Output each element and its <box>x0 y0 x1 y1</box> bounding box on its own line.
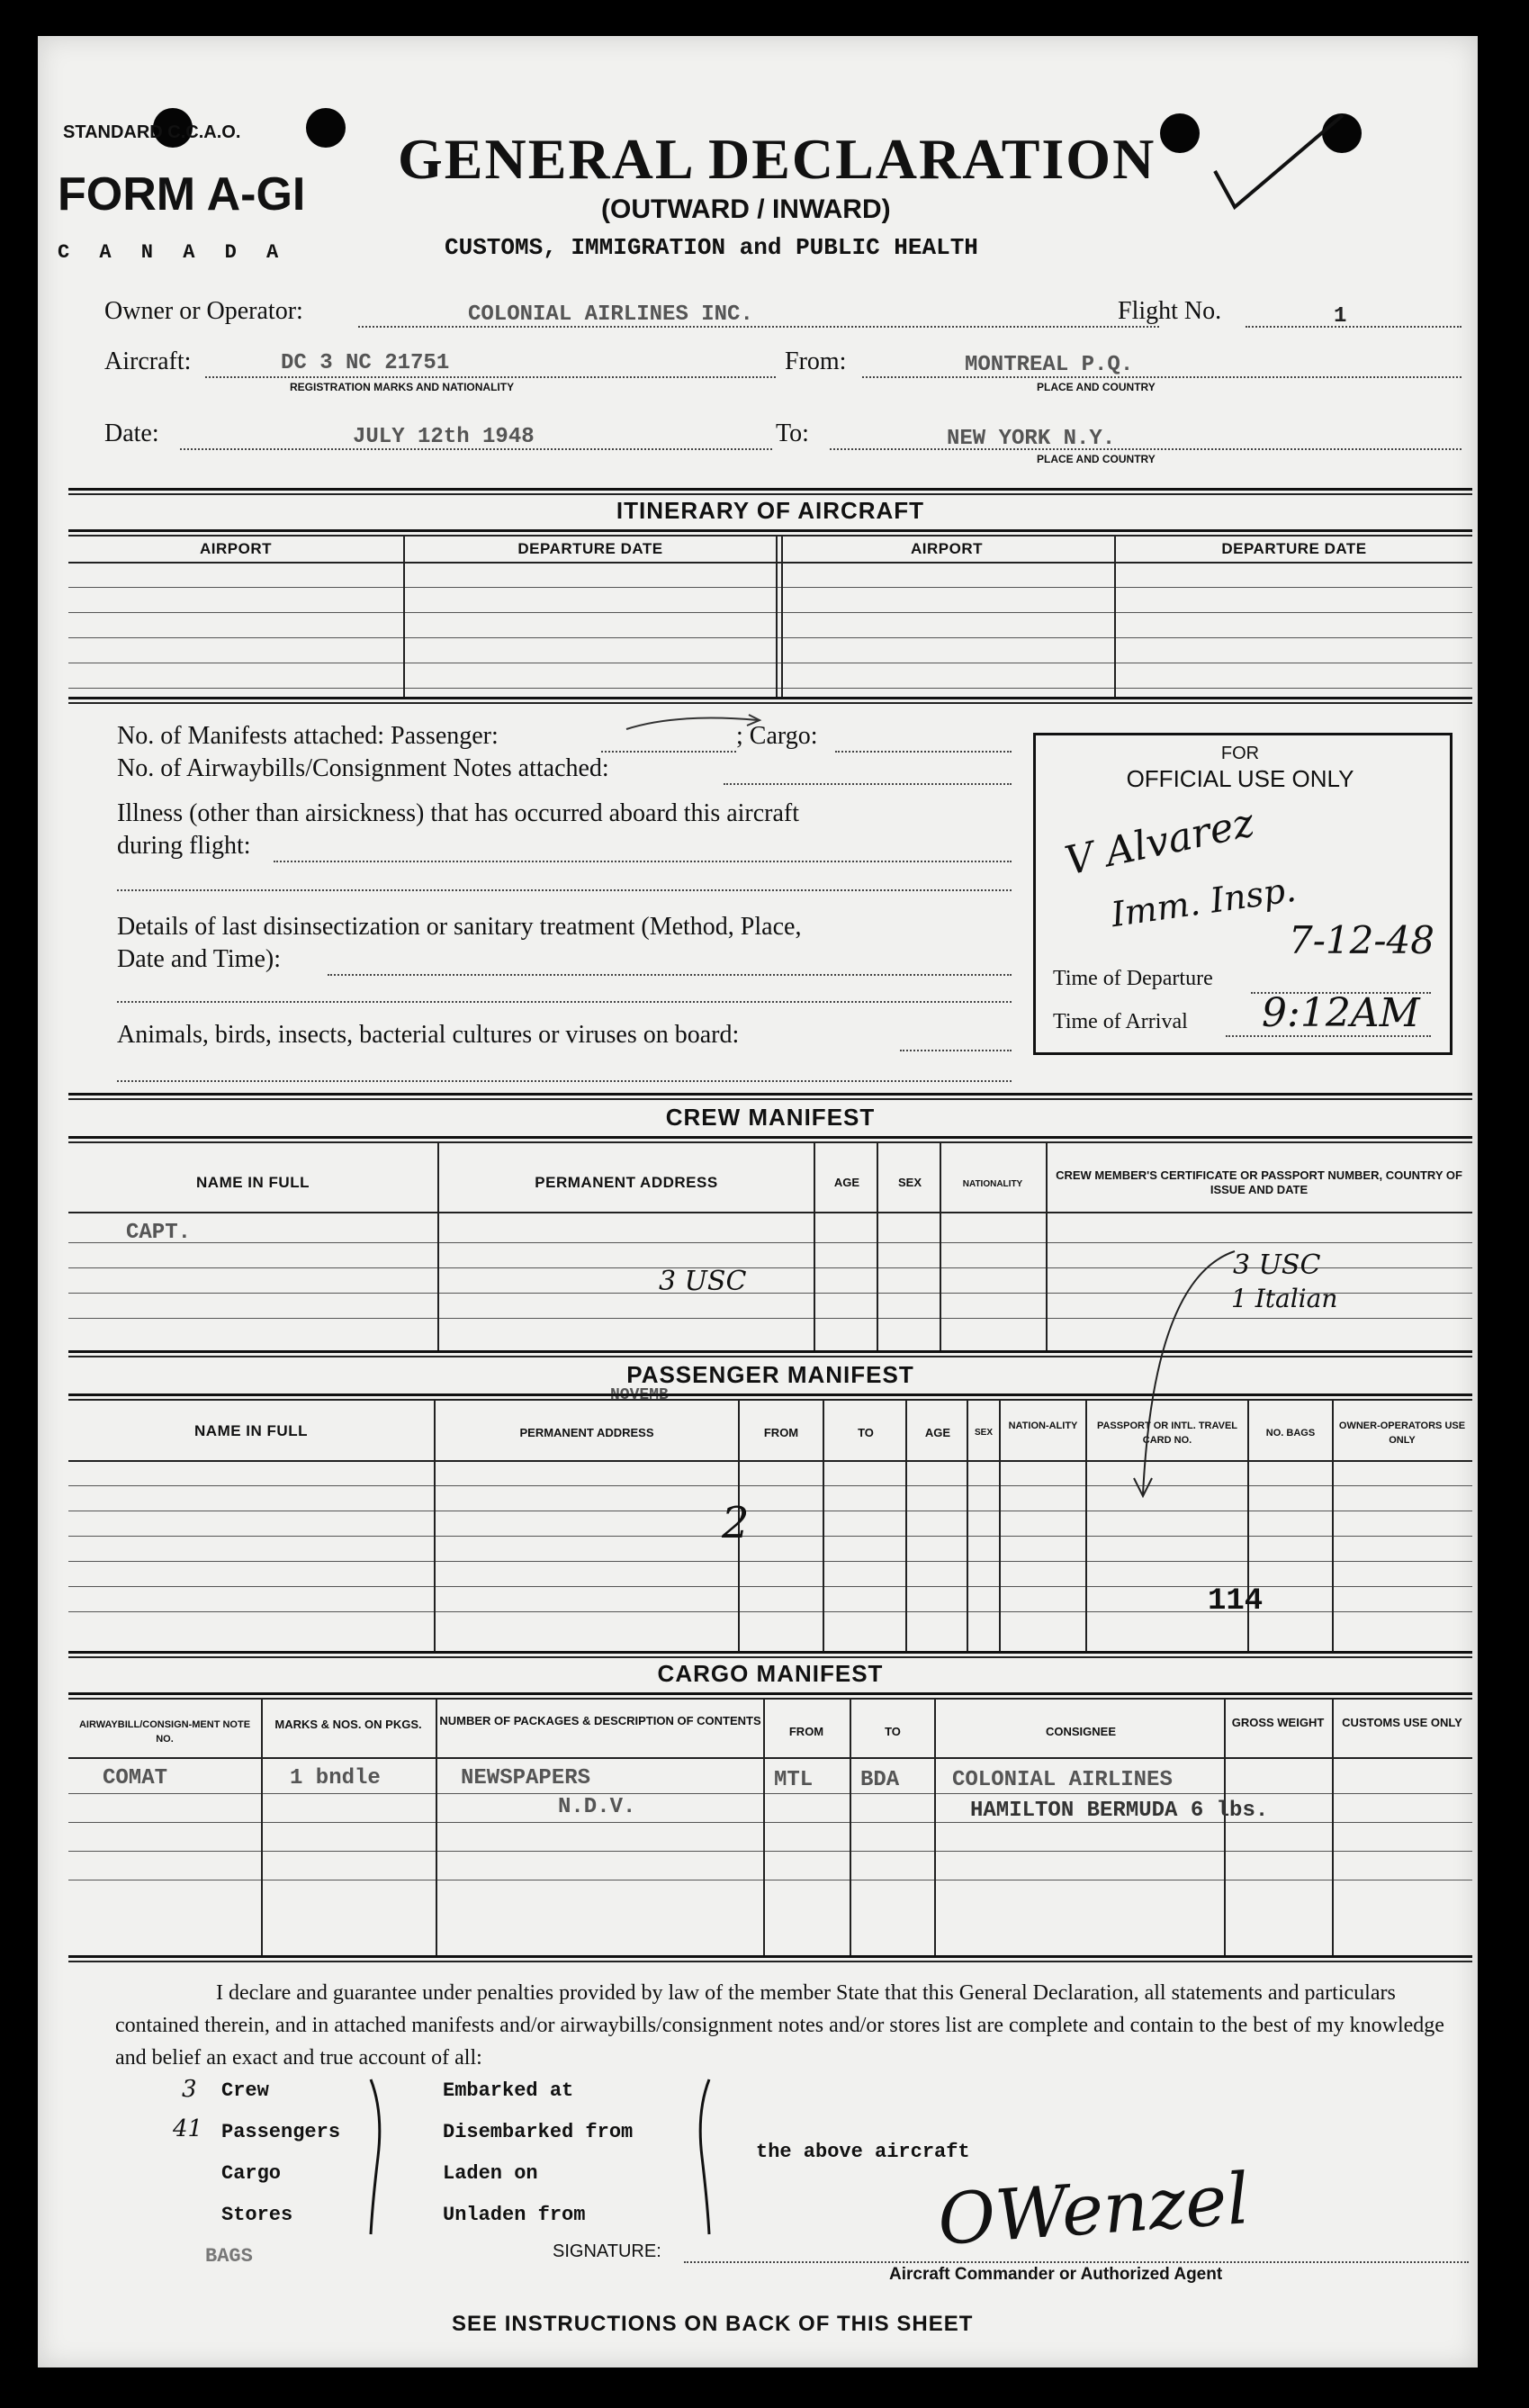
from-caption: PLACE AND COUNTRY <box>1037 381 1156 393</box>
page-subtitle: (OUTWARD / INWARD) <box>601 194 891 224</box>
punch-hole <box>1160 113 1200 153</box>
country-label: C A N A D A <box>58 241 288 264</box>
passenger-header-passport: PASSPORT OR INTL. TRAVEL CARD NO. <box>1096 1420 1238 1446</box>
during-flight-label: during flight: <box>117 832 251 860</box>
manifests-label: No. of Manifests attached: Passenger: <box>117 722 499 750</box>
from-value: MONTREAL P.Q. <box>965 353 1134 377</box>
aircraft-label: Aircraft: <box>104 347 192 375</box>
itinerary-header-airport: AIRPORT <box>200 540 272 557</box>
animals-label: Animals, birds, insects, bacterial cultures or viruses on board: <box>117 1021 740 1049</box>
inspector-signature: V Alvarez <box>1061 799 1258 885</box>
to-caption: PLACE AND COUNTRY <box>1037 453 1156 465</box>
cargo-from-value: MTL <box>774 1768 814 1792</box>
cargo-marks-value: 1 bndle <box>290 1766 381 1790</box>
arrival-time-value: 9:12AM <box>1262 990 1420 1036</box>
crew-header-age: AGE <box>833 1176 860 1189</box>
inspection-date: 7-12-48 <box>1289 918 1435 962</box>
cargo-consignee-value: COLONIAL AIRLINES <box>952 1768 1173 1792</box>
owner-label: Owner or Operator: <box>104 297 303 325</box>
arrow-mark <box>623 693 767 738</box>
illness-label: Illness (other than airsickness) that has occurred aboard this aircraft <box>117 799 800 827</box>
declaration-item-disembarked: Disembarked from <box>443 2121 634 2143</box>
passenger-title: PASSENGER MANIFEST <box>626 1361 914 1388</box>
flight-label: Flight No. <box>1118 297 1222 325</box>
declaration-item-embarked: Embarked at <box>443 2079 574 2102</box>
page-title: GENERAL DECLARATION <box>398 127 1156 191</box>
checkmark-icon <box>1208 108 1352 216</box>
crew-header-nationality: NATIONALITY <box>962 1179 1023 1189</box>
declaration-item-unladen: Unladen from <box>443 2204 586 2226</box>
airwaybills-label: No. of Airwaybills/Consignment Notes attached: <box>117 754 609 782</box>
cargo-header-description: NUMBER OF PACKAGES & DESCRIPTION OF CONTENTS <box>439 1714 761 1727</box>
cargo-title: CARGO MANIFEST <box>657 1660 884 1687</box>
official-title: OFFICIAL USE ONLY <box>1126 765 1354 792</box>
date-value: JULY 12th 1948 <box>353 425 535 449</box>
cargo-header-marks: MARKS & NOS. ON PKGS. <box>274 1718 422 1731</box>
cargo-header-from: FROM <box>788 1725 824 1738</box>
itinerary-header-departure: DEPARTURE DATE <box>517 540 663 557</box>
passenger-header-age: AGE <box>924 1426 951 1439</box>
declaration-bags: BAGS <box>205 2245 253 2268</box>
authority-label: CUSTOMS, IMMIGRATION and PUBLIC HEALTH <box>445 234 978 261</box>
crew-count: 3 <box>182 2076 197 2103</box>
inspector-stamp: Imm. Insp. <box>1108 869 1299 935</box>
crew-header-certificate: CREW MEMBER'S CERTIFICATE OR PASSPORT NUMBER, COUNTRY OF ISSUE AND DATE <box>1056 1168 1462 1196</box>
passenger-header-sex: SEX <box>974 1428 993 1438</box>
cargo-awb-value: COMAT <box>103 1766 168 1790</box>
cargo-manifest-label: ; Cargo: <box>736 722 818 750</box>
cargo-description-value-2: N.D.V. <box>558 1795 636 1819</box>
passenger-header-nationality: NATION-ALITY <box>1008 1420 1078 1431</box>
crew-header-sex: SEX <box>897 1176 922 1189</box>
passenger-header-address: PERMANENT ADDRESS <box>519 1426 654 1439</box>
cargo-header-awb: AIRWAYBILL/CONSIGN-MENT NOTE NO. <box>78 1719 251 1745</box>
right-brace <box>688 2076 715 2238</box>
official-for-label: FOR <box>1220 744 1260 763</box>
cargo-header-to: TO <box>885 1725 901 1738</box>
left-brace <box>365 2076 392 2238</box>
passenger-bags-count: 114 <box>1208 1584 1264 1619</box>
cargo-header-weight: GROSS WEIGHT <box>1231 1716 1325 1729</box>
declaration-item-laden: Laden on <box>443 2162 538 2185</box>
declaration-form <box>38 36 1478 2367</box>
signer-caption: Aircraft Commander or Authorized Agent <box>889 2265 1223 2284</box>
declaration-item-cargo: Cargo <box>221 2162 282 2185</box>
footer-instructions: SEE INSTRUCTIONS ON BACK OF THIS SHEET <box>452 2312 974 2336</box>
departure-time-label: Time of Departure <box>1053 967 1213 990</box>
form-number: FORM A-GI <box>58 168 306 221</box>
crew-header-address: PERMANENT ADDRESS <box>535 1174 718 1191</box>
from-label: From: <box>785 347 847 375</box>
crew-address-note: 3 USC <box>659 1266 747 1297</box>
commander-signature: OWenzel <box>935 2159 1253 2261</box>
passenger-header-name: NAME IN FULL <box>194 1422 308 1439</box>
owner-value: COLONIAL AIRLINES INC. <box>468 302 753 327</box>
crew-header-name: NAME IN FULL <box>196 1174 310 1191</box>
punch-hole <box>306 108 346 148</box>
disinsect-label-2: Date and Time): <box>117 945 281 973</box>
aircraft-value: DC 3 NC 21751 <box>281 351 450 375</box>
cargo-description-value: NEWSPAPERS <box>461 1766 591 1790</box>
crew-row-name: CAPT. <box>126 1221 192 1245</box>
declaration-item-crew: Crew <box>221 2079 269 2102</box>
declaration-item-stores: Stores <box>221 2204 293 2226</box>
above-aircraft-label: the above aircraft <box>756 2141 970 2163</box>
arrival-time-label: Time of Arrival <box>1053 1010 1188 1033</box>
cargo-consignee-value-2: HAMILTON BERMUDA 6 lbs. <box>970 1799 1269 1823</box>
passenger-header-from: FROM <box>763 1426 799 1439</box>
aircraft-caption: REGISTRATION MARKS AND NATIONALITY <box>290 381 515 393</box>
crew-cert-note: 3 USC <box>1233 1249 1321 1281</box>
arrow-mark <box>1100 1242 1244 1512</box>
passenger-mark: 2 <box>722 1498 750 1548</box>
passenger-header-owner: OWNER-OPERATORS USE ONLY <box>1338 1420 1466 1446</box>
cargo-header-customs: CUSTOMS USE ONLY <box>1342 1716 1462 1729</box>
to-value: NEW YORK N.Y. <box>947 427 1116 451</box>
crew-cert-note-2: 1 Italian <box>1231 1284 1338 1313</box>
signature-label: SIGNATURE: <box>553 2241 661 2261</box>
to-label: To: <box>776 419 809 447</box>
declaration-text: I declare and guarantee under penalties provided by law of the member State that this General Declaration, all statements and particulars contained therein, and in attached manifests and/or airwaybills/consignment notes and/or stores list are complete and contain to the best of my knowledge and belief an exact and true account of all: <box>115 1981 1444 2070</box>
declaration-item-passengers: Passengers <box>221 2121 341 2143</box>
passenger-count: 41 <box>173 2115 203 2142</box>
cargo-header-consignee: CONSIGNEE <box>1045 1725 1116 1738</box>
disinsect-label: Details of last disinsectization or sanitary treatment (Method, Place, <box>117 913 802 941</box>
standard-label: STANDARD C.C.A.O. <box>63 122 241 142</box>
itinerary-header-airport: AIRPORT <box>911 540 983 557</box>
flight-value: 1 <box>1334 304 1347 329</box>
passenger-overprint: NOVEMB <box>610 1386 669 1404</box>
date-label: Date: <box>104 419 159 447</box>
passenger-header-bags: NO. BAGS <box>1265 1428 1316 1438</box>
crew-title: CREW MANIFEST <box>665 1104 876 1131</box>
itinerary-header-departure: DEPARTURE DATE <box>1221 540 1367 557</box>
cargo-to-value: BDA <box>860 1768 900 1792</box>
itinerary-title: ITINERARY OF AIRCRAFT <box>616 497 925 524</box>
passenger-header-to: TO <box>858 1426 874 1439</box>
